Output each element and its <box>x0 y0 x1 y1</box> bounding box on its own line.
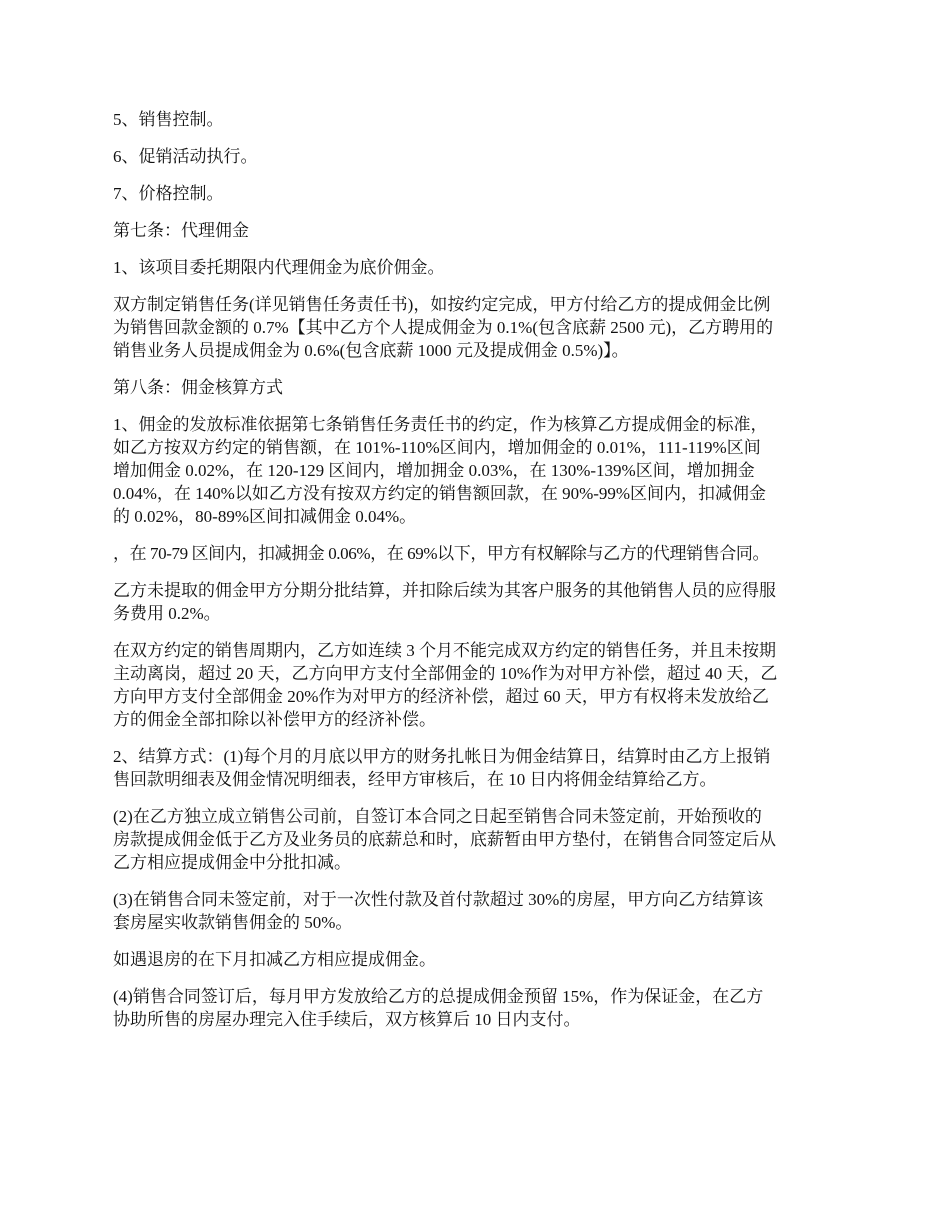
text-line: 双方制定销售任务(详见销售任务责任书)，如按约定完成，甲方付给乙方的提成佣金比例 <box>113 295 771 314</box>
text-line: 售回款明细表及佣金情况明细表，经甲方审核后，在 10 日内将佣金结算给乙方。 <box>113 770 717 789</box>
sales-task-paragraph <box>113 293 843 362</box>
text-line: 如遇退房的在下月扣减乙方相应提成佣金。 <box>113 950 436 969</box>
text-line: 2、结算方式：(1)每个月的月底以甲方的财务扎帐日为佣金结算日，结算时由乙方上报销 <box>113 747 771 766</box>
text-line: (2)在乙方独立成立销售公司前，自签订本合同之日起至销售合同未签定前，开始预收的 <box>113 807 762 826</box>
article-7-clause-1 <box>113 256 843 279</box>
text-line: 1、该项目委托期限内代理佣金为底价佣金。 <box>113 258 445 277</box>
article-7-heading <box>113 219 843 242</box>
text-line: 乙方未提取的佣金甲方分期分批结算，并扣除后续为其客户服务的其他销售人员的应得服 <box>113 581 776 600</box>
text-line: 主动离岗，超过 20 天，乙方向甲方支付全部佣金的 10%作为对甲方补偿，超过 40 天，乙 <box>113 664 778 683</box>
settlement-item-2 <box>113 805 843 874</box>
settlement-method-paragraph <box>113 745 843 791</box>
text-line: 0.04%，在 140%以如乙方没有按双方约定的销售额回款，在 90%-99%区间内，扣减佣金 <box>113 484 767 503</box>
text-line: (3)在销售合同未签定前，对于一次性付款及首付款超过 30%的房屋，甲方向乙方结算该 <box>113 890 764 909</box>
article-8-heading <box>113 376 843 399</box>
text-line: 1、佣金的发放标准依据第七条销售任务责任书的约定，作为核算乙方提成佣金的标准， <box>113 415 768 434</box>
text-line: 房款提成佣金低于乙方及业务员的底薪总和时，底薪暂由甲方垫付，在销售合同签定后从 <box>113 830 776 849</box>
item-price-control <box>113 182 843 205</box>
text-line: 销售业务人员提成佣金为 0.6%(包含底薪 1000 元及提成佣金 0.5%)】。 <box>113 341 629 360</box>
deduction-paragraph <box>113 542 843 565</box>
document-page <box>113 108 843 1045</box>
text-line: 协助所售的房屋办理完入住手续后，双方核算后 10 日内支付。 <box>113 1010 581 1029</box>
item-promotion <box>113 145 843 168</box>
text-line: 的 0.02%，80-89%区间扣减佣金 0.04%。 <box>113 507 417 526</box>
text-line: 6、促销活动执行。 <box>113 147 258 166</box>
unpaid-commission-paragraph <box>113 579 843 625</box>
text-line: 7、价格控制。 <box>113 184 224 203</box>
text-line: 为销售回款金额的 0.7%【其中乙方个人提成佣金为 0.1%(包含底薪 2500 元)，乙方聘用的 <box>113 318 774 337</box>
text-line: 增加佣金 0.02%，在 120-129 区间内，增加拥金 0.03%，在 130%-139%区间，增加拥金 <box>113 461 755 480</box>
text-line: 如乙方按双方约定的销售额，在 101%-110%区间内，增加佣金的 0.01%，111-119%区间 <box>113 438 761 457</box>
item-sales-control <box>113 108 843 131</box>
text-line: 务费用 0.2%。 <box>113 604 221 623</box>
text-line: 方的佣金全部扣除以补偿甲方的经济补偿。 <box>113 710 436 729</box>
text-line: 套房屋实收款销售佣金的 50%。 <box>113 913 353 932</box>
text-line: 第八条：佣金核算方式 <box>113 378 283 397</box>
text-line: 在双方约定的销售周期内，乙方如连续 3 个月不能完成双方约定的销售任务，并且未按期 <box>113 641 776 660</box>
text-line: 第七条：代理佣金 <box>113 221 249 240</box>
text-line: 5、销售控制。 <box>113 110 224 129</box>
settlement-item-4 <box>113 985 843 1031</box>
commission-standard-paragraph <box>113 413 843 528</box>
text-line: 乙方相应提成佣金中分批扣减。 <box>113 853 351 872</box>
text-line: (4)销售合同签订后，每月甲方发放给乙方的总提成佣金预留 15%，作为保证金，在乙方 <box>113 987 764 1006</box>
compensation-paragraph <box>113 639 843 731</box>
settlement-item-3 <box>113 888 843 934</box>
text-line: 方向甲方支付全部佣金 20%作为对甲方的经济补偿，超过 60 天，甲方有权将未发放给乙 <box>113 687 769 706</box>
text-line: ，在 70-79 区间内，扣减拥金 0.06%，在 69%以下，甲方有权解除与乙方的代理销售合同。 <box>113 544 770 563</box>
refund-paragraph <box>113 948 843 971</box>
